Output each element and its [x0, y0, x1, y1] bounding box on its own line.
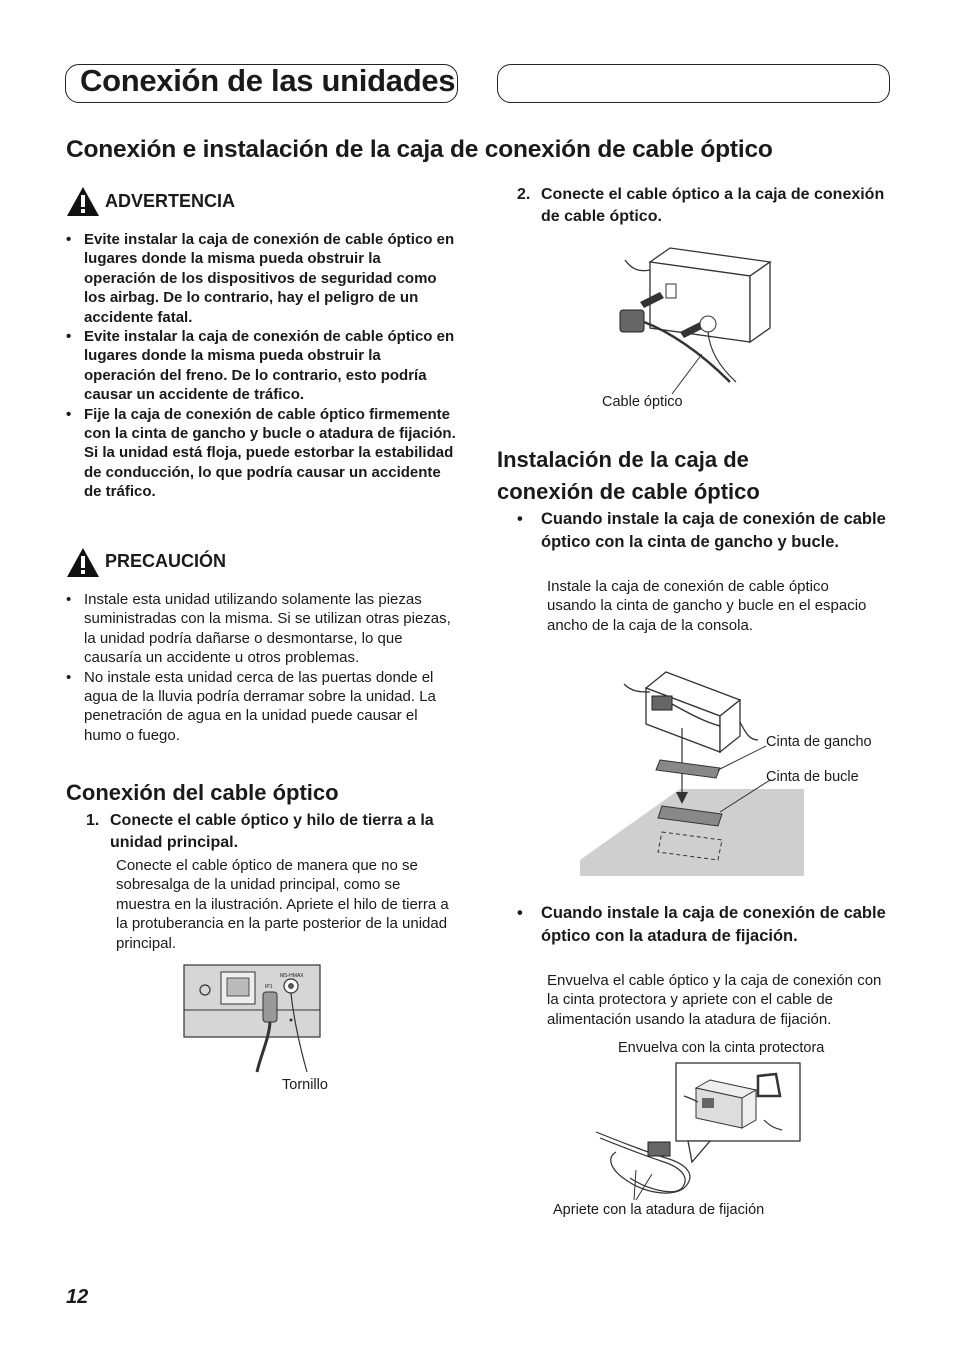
step-1-title: Conecte el cable óptico y hilo de tierra a la unidad principal.	[110, 812, 434, 851]
section-title: Conexión e instalación de la caja de conexión de cable óptico	[66, 136, 773, 163]
step-1-body: Conecte el cable óptico de manera que no se sobresalga de la unidad principal, como se muestra en la ilustración. Apriete el hilo de tierra a la protuberancia en la parte posterior de la unidad principal.	[116, 857, 449, 952]
step-1	[86, 810, 450, 854]
caution-heading: PRECAUCIÓN	[105, 551, 227, 571]
main-unit-rear-illustration	[183, 964, 323, 1074]
installation-bullet-1-title: Cuando instale la caja de conexión de cable óptico con la cinta de gancho y bucle.	[541, 510, 886, 551]
step-2-number: 2.	[517, 186, 531, 203]
warning-item: • Evite instalar la caja de conexión de cable óptico en lugares donde la misma pueda obstruir la operación del freno. De lo contrario, esto podría causar un accidente de tráfico.	[66, 327, 456, 405]
caution-item: • Instale esta unidad utilizando solamente las piezas suministradas con la misma. Si se utilizan otras piezas, la unidad podría dañarse o desmontarse, lo que causaría un accidente u otros problemas.	[66, 590, 456, 668]
step-1-number: 1.	[86, 812, 100, 829]
optical-box-connection-illustration	[610, 242, 770, 392]
fig4-label-wrap-tape: Envuelva con la cinta protectora	[618, 1040, 825, 1056]
optical-connection-title: Conexión del cable óptico	[66, 780, 339, 805]
warning-heading: ADVERTENCIA	[105, 191, 236, 211]
caution-item: • No instale esta unidad cerca de las puertas donde el agua de la lluvia podría derramar sobre la unidad. La penetración de agua en la unidad puede causar el humo o fuego.	[66, 668, 456, 746]
warning-icon	[66, 186, 100, 217]
step-2	[517, 184, 901, 228]
warning-item: • Fije la caja de conexión de cable óptico firmemente con la cinta de gancho y bucle o atadura de fijación. Si la unidad está floja, puede estorbar la estabilidad de conducción, lo que podría causar un accidente de tráfico.	[66, 405, 456, 502]
protective-tape-clamp-illustration	[586, 1062, 802, 1208]
warning-list	[66, 230, 456, 502]
installation-bullet-1-body: Instale la caja de conexión de cable óptico usando la cinta de gancho y bucle en el espacio ancho de la caja de la consola.	[547, 578, 867, 634]
fig1-caption-screw: Tornillo	[282, 1077, 328, 1093]
installation-bullet-2-title: Cuando instale la caja de conexión de cable óptico con la atadura de fijación.	[541, 904, 886, 945]
caution-list	[66, 590, 456, 745]
fig4-label-clamp: Apriete con la atadura de fijación	[553, 1202, 765, 1218]
installation-bullet-2-body: Envuelva el cable óptico y la caja de conexión con la cinta protectora y apriete con el cable de alimentación usando la atadura de fijación.	[547, 972, 882, 1028]
svg-text:IP1: IP1	[265, 984, 273, 990]
header-empty-frame	[497, 64, 890, 103]
fig2-caption-optical-cable: Cable óptico	[602, 394, 683, 410]
chapter-title: Conexión de las unidades	[80, 63, 456, 98]
step-2-title: Conecte el cable óptico a la caja de conexión de cable óptico.	[541, 186, 885, 225]
installation-bullet-1: • Cuando instale la caja de conexión de cable óptico con la cinta de gancho y bucle.	[517, 510, 886, 551]
installation-bullet-2: • Cuando instale la caja de conexión de cable óptico con la atadura de fijación.	[517, 904, 886, 945]
page-number: 12	[66, 1286, 89, 1308]
installation-title: Instalación de la caja de conexión de cable óptico	[497, 447, 760, 504]
fig3-label-loop-tape: Cinta de bucle	[766, 769, 859, 785]
fig3-label-hook-tape: Cinta de gancho	[766, 734, 872, 750]
warning-item: • Evite instalar la caja de conexión de cable óptico en lugares donde la misma pueda obstruir la operación de los dispositivos de seguridad como los airbag. De lo contrario, hay el peligro de un accidente fatal.	[66, 230, 456, 327]
svg-text:MS-HMAX: MS-HMAX	[280, 973, 304, 979]
caution-icon	[66, 547, 100, 578]
